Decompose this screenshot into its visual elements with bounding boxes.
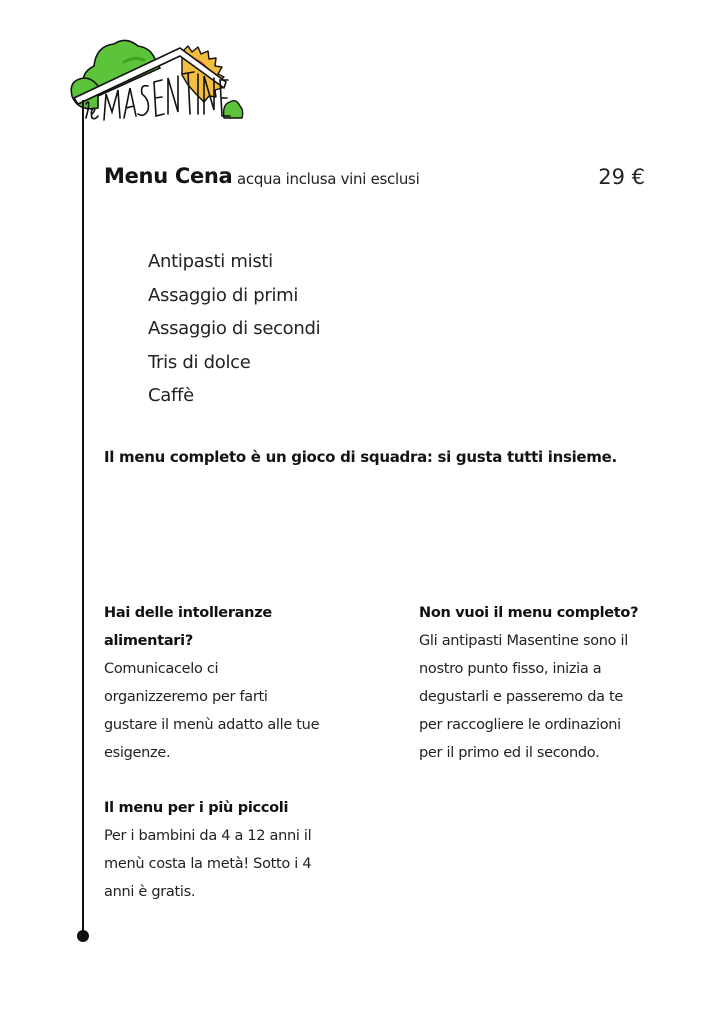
info-text-line: per raccogliere le ordinazioni xyxy=(419,717,621,733)
menu-header xyxy=(104,164,649,196)
course-list xyxy=(148,248,320,416)
info-text-line: nostro punto fisso, inizia a xyxy=(419,661,602,677)
menu-subtitle: acqua inclusa vini esclusi xyxy=(237,170,420,188)
info-text-line: gustare il menù adatto alle tue xyxy=(104,717,320,733)
course-item: Tris di dolce xyxy=(148,351,251,373)
menu-title: Menu Cena xyxy=(104,164,233,188)
timeline-dot xyxy=(77,930,89,942)
menu-price: 29 € xyxy=(598,165,645,189)
menu-slogan: Il menu completo è un gioco di squadra: si gusta tutti insieme. xyxy=(104,448,617,466)
info-kids-menu xyxy=(104,794,344,906)
logo xyxy=(64,30,244,125)
course-item: Caffè xyxy=(148,385,194,407)
course-item: Assaggio di secondi xyxy=(148,318,321,340)
info-text-line: organizzeremo per farti xyxy=(104,689,268,705)
info-text-line: menù costa la metà! Sotto i 4 xyxy=(104,856,312,872)
info-text-line: anni è gratis. xyxy=(104,884,196,900)
info-heading: alimentari? xyxy=(104,633,193,649)
info-incomplete-menu xyxy=(419,599,669,767)
info-intolerances xyxy=(104,599,344,767)
course-item: Antipasti misti xyxy=(148,251,273,272)
info-heading: Non vuoi il menu completo? xyxy=(419,605,639,621)
info-text-line: Gli antipasti Masentine sono il xyxy=(419,633,629,649)
logo-illustration xyxy=(64,30,244,125)
info-text-line: per il primo ed il secondo. xyxy=(419,745,600,761)
timeline-line xyxy=(82,100,84,936)
info-heading: Hai delle intolleranze xyxy=(104,605,272,621)
course-item: Assaggio di primi xyxy=(148,284,299,306)
info-text-line: Comunicacelo ci xyxy=(104,661,219,677)
info-text-line: degustarli e passeremo da te xyxy=(419,689,623,705)
info-text-line: Per i bambini da 4 a 12 anni il xyxy=(104,828,312,844)
info-heading: Il menu per i più piccoli xyxy=(104,800,289,816)
info-text-line: esigenze. xyxy=(104,745,171,761)
